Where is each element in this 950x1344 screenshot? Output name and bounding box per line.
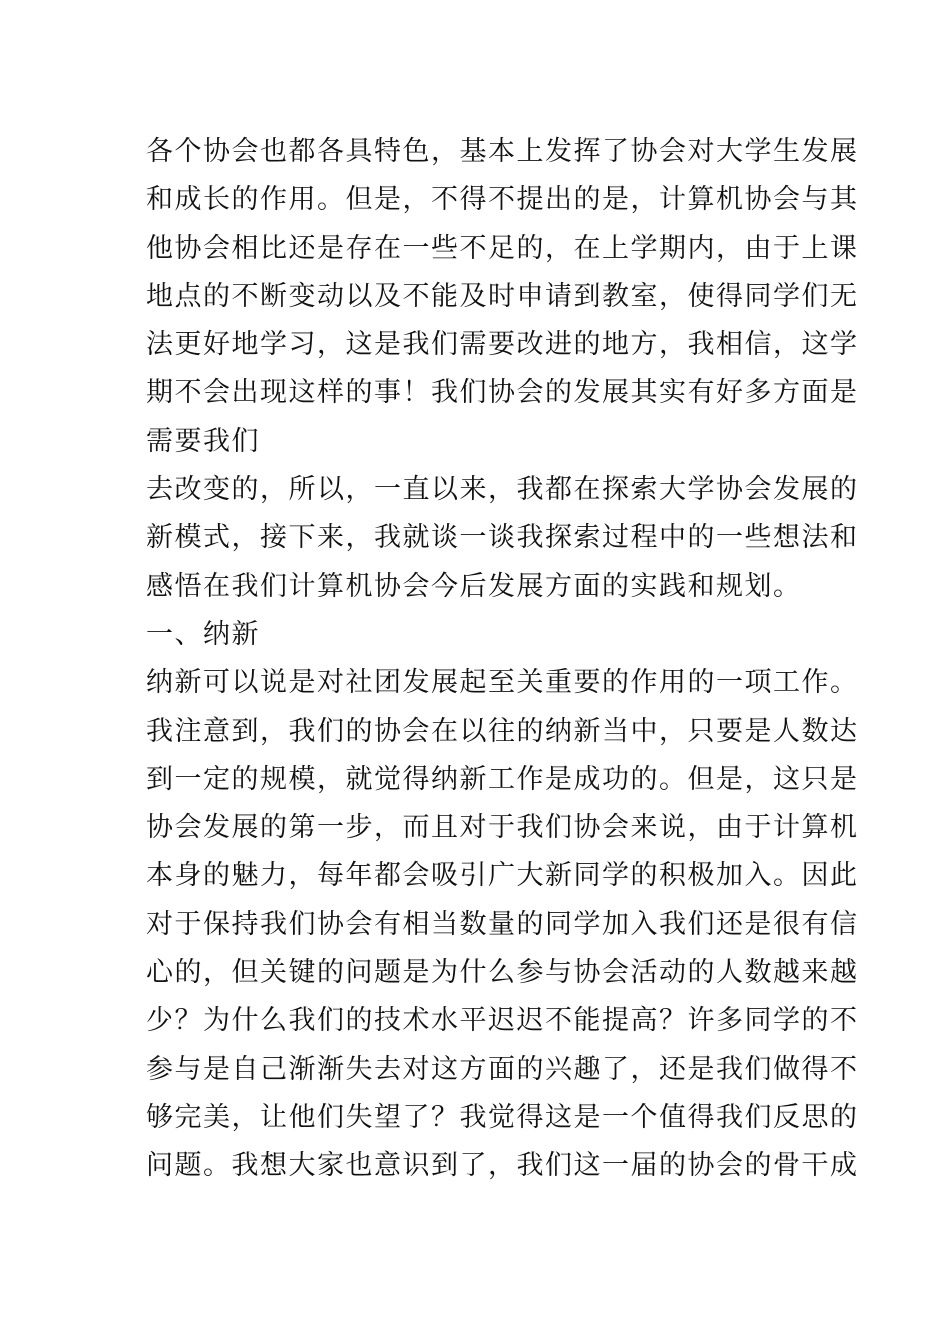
section-heading: 一、纳新	[146, 618, 260, 650]
text-line: 本身的魅力，每年都会吸引广大新同学的积极加入。因此	[146, 860, 859, 892]
text-line: 感悟在我们计算机协会今后发展方面的实践和规划。	[146, 570, 802, 602]
text-line: 新模式，接下来，我就谈一谈我探索过程中的一些想法和	[146, 522, 859, 554]
text-line: 心的，但关键的问题是为什么参与协会活动的人数越来越	[146, 957, 859, 989]
text-line: 他协会相比还是存在一些不足的，在上学期内，由于上课	[146, 232, 859, 264]
text-line: 协会发展的第一步，而且对于我们协会来说，由于计算机	[146, 812, 859, 844]
text-line: 各个协会也都各具特色，基本上发挥了协会对大学生发展	[146, 136, 859, 167]
text-line: 法更好地学习，这是我们需要改进的地方，我相信，这学	[146, 329, 859, 361]
text-line: 我注意到，我们的协会在以往的纳新当中，只要是人数达	[146, 715, 859, 747]
text-line: 和成长的作用。但是，不得不提出的是，计算机协会与其	[146, 184, 859, 216]
text-line: 去改变的，所以，一直以来，我都在探索大学协会发展的	[146, 474, 859, 506]
text-line: 问题。我想大家也意识到了，我们这一届的协会的骨干成	[146, 1150, 859, 1182]
text-line: 需要我们	[146, 425, 260, 457]
text-line: 少？为什么我们的技术水平迟迟不能提高？许多同学的不	[146, 1005, 859, 1037]
body-text	[146, 128, 859, 1191]
text-line: 地点的不断变动以及不能及时申请到教室，使得同学们无	[146, 280, 859, 312]
text-line: 对于保持我们协会有相当数量的同学加入我们还是很有信	[146, 908, 859, 940]
text-line: 够完美，让他们失望了？我觉得这是一个值得我们反思的	[146, 1101, 859, 1133]
text-line: 参与是自己渐渐失去对这方面的兴趣了，还是我们做得不	[146, 1053, 859, 1085]
text-line: 期不会出现这样的事！我们协会的发展其实有好多方面是	[146, 377, 859, 409]
text-line: 纳新可以说是对社团发展起至关重要的作用的一项工作。	[146, 667, 859, 699]
text-line: 到一定的规模，就觉得纳新工作是成功的。但是，这只是	[146, 763, 859, 795]
